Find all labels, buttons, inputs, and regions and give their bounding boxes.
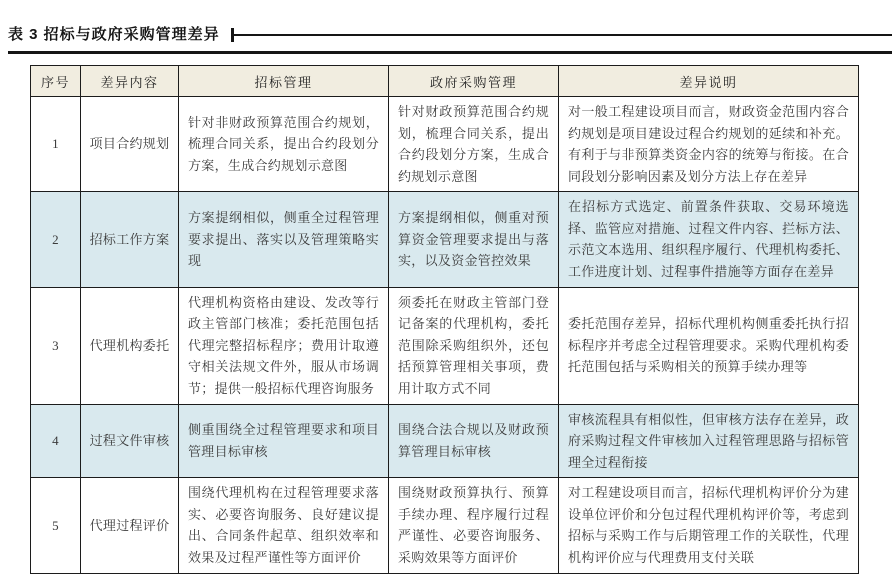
cell-bidding: 侧重围绕全过程管理要求和项目管理目标审核 (179, 404, 389, 478)
column-header-no: 序号 (31, 66, 81, 97)
cell-no: 4 (31, 404, 81, 478)
cell-content: 招标工作方案 (81, 192, 179, 287)
cell-procurement: 须委托在财政主管部门登记备案的代理机构，委托范围除采购组织外，还包括预算管理相关事项，费用计取方式不同 (389, 287, 559, 404)
cell-content: 代理过程评价 (81, 478, 179, 573)
table-row (31, 192, 859, 287)
title-divider (8, 51, 892, 54)
cell-explanation: 委托范围存差异，招标代理机构侧重委托执行招标程序并考虑全过程管理要求。采购代理机构委托范围包括与采购相关的预算手续办理等 (559, 287, 859, 404)
cell-procurement: 围绕财政预算执行、预算手续办理、程序履行过程严谨性、必要咨询服务、采购效果等方面评价 (389, 478, 559, 573)
cell-no: 5 (31, 478, 81, 573)
title-rule-line (234, 34, 892, 36)
cell-explanation: 审核流程具有相似性，但审核方法存在差异，政府采购过程文件审核加入过程管理思路与招标管理全过程衔接 (559, 404, 859, 478)
cell-explanation: 在招标方式选定、前置条件获取、交易环境选择、监管应对措施、过程文件内容、拦标方法、示范文本选用、组织程序履行、代理机构委托、工作进度计划、过程事件措施等方面存在差异 (559, 192, 859, 287)
header-row (31, 66, 859, 97)
cell-procurement: 针对财政预算范围合约规划，梳理合同关系，提出合约段划分方案，生成合约规划示意图 (389, 97, 559, 192)
cell-content: 代理机构委托 (81, 287, 179, 404)
cell-bidding: 针对非财政预算范围合约规划，梳理合同关系，提出合约段划分方案，生成合约规划示意图 (179, 97, 389, 192)
cell-bidding: 方案提纲相似，侧重全过程管理要求提出、落实以及管理策略实现 (179, 192, 389, 287)
cell-no: 3 (31, 287, 81, 404)
column-header-procurement: 政府采购管理 (389, 66, 559, 97)
cell-procurement: 方案提纲相似，侧重对预算资金管理要求提出与落实，以及资金管控效果 (389, 192, 559, 287)
table-title: 表 3 招标与政府采购管理差异 (8, 26, 220, 43)
comparison-table (30, 65, 859, 574)
cell-bidding: 代理机构资格由建设、发改等行政主管部门核准；委托范围包括代理完整招标程序；费用计取遵守相关法规文件外，服从市场调节；提供一般招标代理咨询服务 (179, 287, 389, 404)
cell-explanation: 对一般工程建设项目而言，财政资金范围内容合约规划是项目建设过程合约规划的延续和补充。有利于与非预算类资金内容的统筹与衔接。在合同段划分影响因素及划分方法上存在差异 (559, 97, 859, 192)
table-row (31, 287, 859, 404)
table-caption-row (0, 0, 892, 44)
cell-content: 项目合约规划 (81, 97, 179, 192)
cell-no: 2 (31, 192, 81, 287)
cell-bidding: 围绕代理机构在过程管理要求落实、必要咨询服务、良好建议提出、合同条件起草、组织效率和效果及过程严谨性等方面评价 (179, 478, 389, 573)
cell-no: 1 (31, 97, 81, 192)
cell-explanation: 对工程建设项目而言，招标代理机构评价分为建设单位评价和分包过程代理机构评价等，考虑到招标与采购工作与后期管理工作的关联性，代理机构评价应与代理费用支付关联 (559, 478, 859, 573)
column-header-content: 差异内容 (81, 66, 179, 97)
table-row (31, 97, 859, 192)
cell-content: 过程文件审核 (81, 404, 179, 478)
table-row (31, 404, 859, 478)
cell-procurement: 围绕合法合规以及财政预算管理目标审核 (389, 404, 559, 478)
column-header-bidding: 招标管理 (179, 66, 389, 97)
table-row (31, 478, 859, 573)
column-header-explanation: 差异说明 (559, 66, 859, 97)
